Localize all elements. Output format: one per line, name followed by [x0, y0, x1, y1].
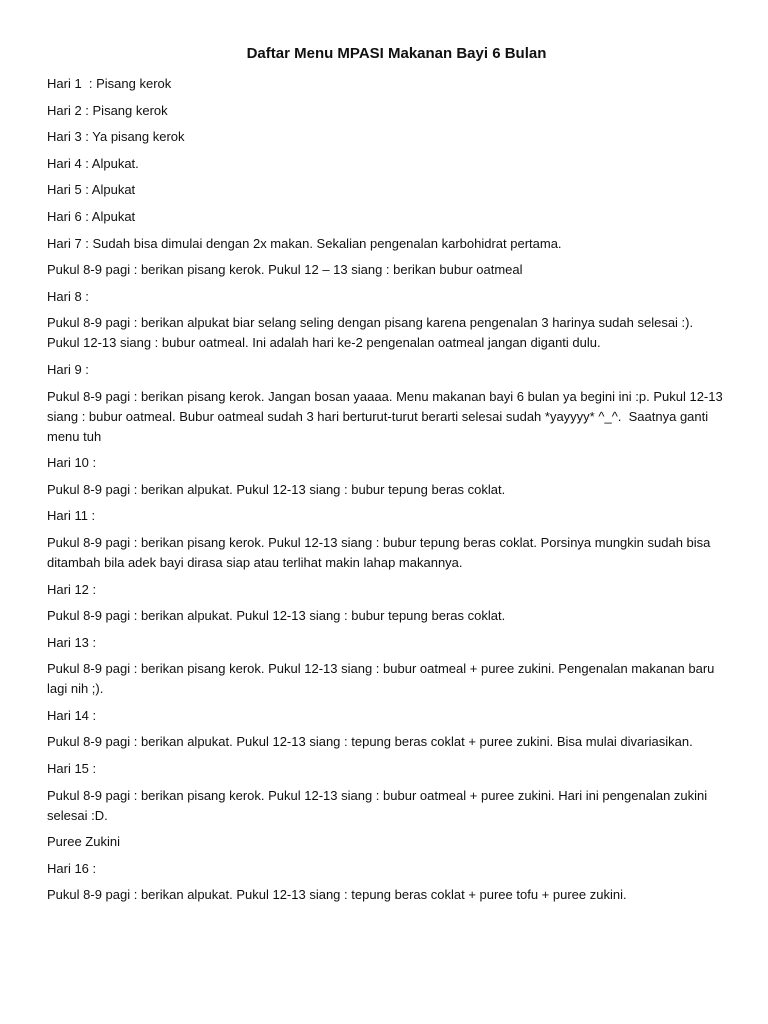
paragraph: Hari 11 : — [47, 508, 96, 524]
paragraph: Hari 8 : — [47, 288, 89, 304]
paragraph: Pukul 8-9 pagi : berikan pisang kerok. Pukul 12-13 siang : bubur oatmeal + puree zukini. Pengenalan makanan baru lagi nih ;). — [47, 661, 719, 697]
paragraph: Puree Zukini — [47, 834, 120, 850]
paragraph: Hari 12 : — [47, 581, 97, 597]
paragraph: Pukul 8-9 pagi : berikan alpukat. Pukul 12-13 siang : bubur tepung beras coklat. — [47, 481, 506, 497]
paragraph: Hari 7 : Sudah bisa dimulai dengan 2x makan. Sekalian pengenalan karbohidrat pertama. — [47, 235, 562, 251]
paragraph: Hari 13 : — [47, 634, 97, 650]
paragraph: Pukul 8-9 pagi : berikan alpukat. Pukul 12-13 siang : tepung beras coklat + puree tofu + puree zukini. — [47, 887, 627, 903]
paragraph: Pukul 8-9 pagi : berikan pisang kerok. Pukul 12-13 siang : bubur tepung beras coklat. Porsinya mungkin sudah bisa ditambah bila adek bayi dirasa siap atau terlihat makin lahap makannya. — [47, 534, 715, 570]
paragraph: Hari 2 : Pisang kerok — [47, 102, 168, 118]
paragraph: Hari 5 : Alpukat — [47, 182, 136, 198]
paragraph: Pukul 8-9 pagi : berikan pisang kerok. Pukul 12 – 13 siang : berikan bubur oatmeal — [47, 262, 523, 278]
document-title: Daftar Menu MPASI Makanan Bayi 6 Bulan — [246, 45, 547, 62]
paragraph: Pukul 8-9 pagi : berikan pisang kerok. Pukul 12-13 siang : bubur oatmeal + puree zukini. Hari ini pengenalan zukini selesai :D. — [47, 787, 711, 823]
paragraph: Pukul 8-9 pagi : berikan alpukat. Pukul 12-13 siang : bubur tepung beras coklat. — [47, 608, 506, 624]
document-body — [47, 74, 728, 905]
paragraph: Hari 16 : — [47, 860, 97, 876]
paragraph: Pukul 8-9 pagi : berikan pisang kerok. Jangan bosan yaaaa. Menu makanan bayi 6 bulan ya begini ini :p. Pukul 12-13 siang : bubur oatmeal. Bubur oatmeal sudah 3 hari berturut-turut berarti selesai sudah *yayyyy* ^_^. Saatnya ganti menu tuh — [47, 388, 727, 444]
paragraph: Pukul 8-9 pagi : berikan alpukat biar selang seling dengan pisang karena pengenalan 3 harinya sudah selesai :). Pukul 12-13 siang : bubur oatmeal. Ini adalah hari ke-2 pengenalan oatmeal jangan diganti dulu. — [47, 315, 697, 351]
paragraph: Hari 15 : — [47, 761, 97, 777]
paragraph: Hari 6 : Alpukat — [47, 208, 136, 224]
paragraph: Hari 9 : — [47, 361, 89, 377]
paragraph: Pukul 8-9 pagi : berikan alpukat. Pukul 12-13 siang : tepung beras coklat + puree zukini. Bisa mulai divariasikan. — [47, 734, 693, 750]
paragraph: Hari 1 : Pisang kerok — [47, 76, 172, 91]
paragraph: Hari 3 : Ya pisang kerok — [47, 129, 185, 145]
paragraph: Hari 10 : — [47, 455, 97, 471]
paragraph: Hari 14 : — [47, 707, 97, 723]
paragraph: Hari 4 : Alpukat. — [47, 155, 139, 171]
